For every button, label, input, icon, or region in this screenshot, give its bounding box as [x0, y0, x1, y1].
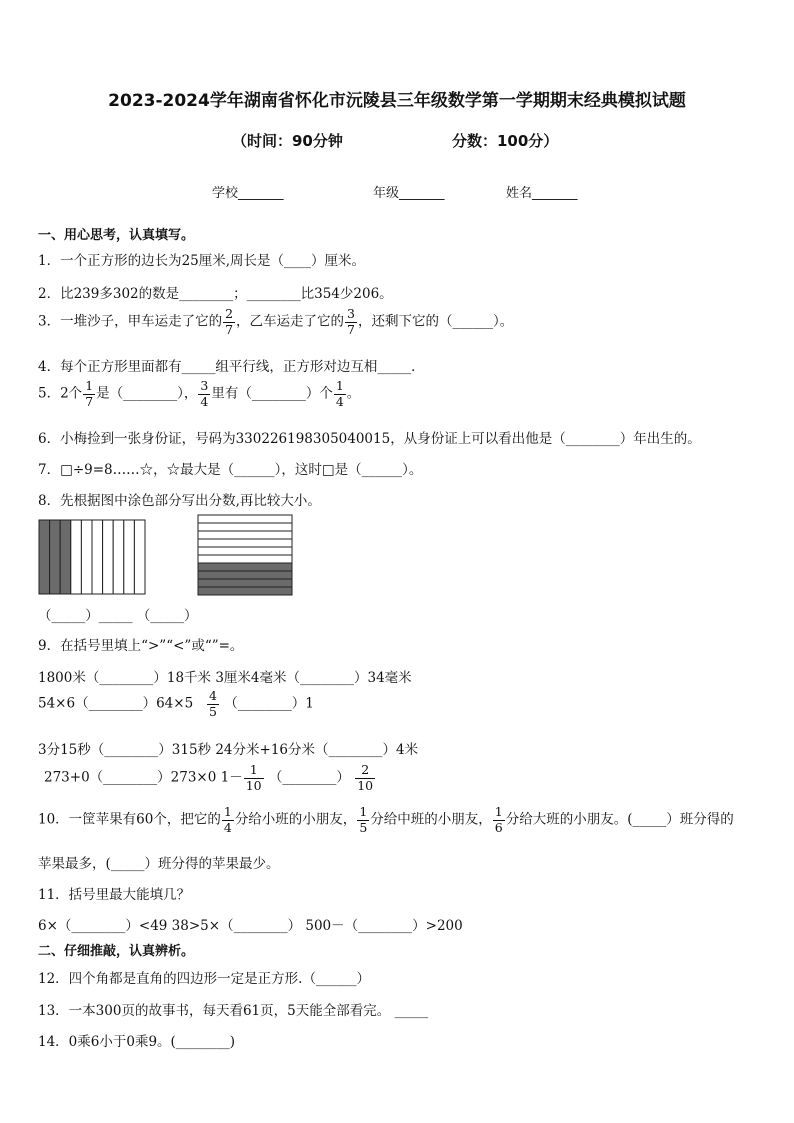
question-11: 11．括号里最大能填几？ [38, 887, 191, 903]
shaded-strip [60, 520, 71, 594]
question-13: 13．一本300页的故事书，每天看61页，5天能全部看完。 _____ [38, 1003, 429, 1019]
q10-part-b: 分给小班的小朋友， [234, 811, 357, 828]
grade-field: 年级_______ [373, 186, 445, 201]
fraction-3-7: $\frac{3}{7}$ [347, 306, 355, 337]
question-2: 2．比239多302的数是________；________比354少206。 [38, 286, 393, 302]
fraction-3-4: $\frac{3}{4}$ [200, 378, 209, 409]
shaded-strip [50, 520, 61, 594]
section-2-heading: 二、仔细推敲，认真辨析。 [38, 944, 195, 959]
q8-answer-line: （_____）_____ （_____） [38, 608, 198, 624]
fraction-4-5: $\frac{4}{5}$ [209, 688, 217, 719]
fraction-1-4-b: $\frac{1}{4}$ [223, 804, 232, 835]
exam-time: （时间：90分钟 [232, 132, 343, 150]
blank-row [198, 523, 292, 531]
shaded-row [198, 587, 292, 595]
blank-strip [92, 520, 103, 594]
fraction-2-10: $\frac{2}{10}$ [357, 762, 374, 793]
question-3 [38, 308, 513, 336]
question-5 [38, 380, 360, 408]
question-14: 14．0乘6小于0乘9。(________) [38, 1034, 236, 1050]
shaded-row [198, 579, 292, 587]
blank-row [198, 515, 292, 523]
blank-strip [81, 520, 92, 594]
q9-row-2-b: （________）1 [224, 695, 314, 712]
q9-row-2-a: 54×6（________）64×5 [38, 695, 194, 712]
blank-row [198, 531, 292, 539]
q5-part-b: 是（________）， [96, 385, 198, 402]
blank-row [198, 539, 292, 547]
q9-row-2 [38, 690, 314, 718]
question-8: 8．先根据图中涂色部分写出分数,再比较大小。 [38, 493, 321, 509]
figure-vertical-strips [38, 519, 146, 595]
section-1-heading: 一、用心思考，认真填写。 [38, 228, 195, 243]
q3-part-a: 3．一堆沙子，甲车运走了它的 [38, 313, 223, 330]
question-4: 4．每个正方形里面都有_____组平行线，正方形对边互相_____． [38, 359, 425, 375]
fraction-1-4: $\frac{1}{4}$ [335, 378, 344, 409]
q3-part-c: ，还剩下它的（______）。 [358, 313, 514, 330]
blank-strip [124, 520, 135, 594]
q5-part-c: 里有（________）个 [211, 385, 333, 402]
school-field: 学校_______ [212, 186, 284, 201]
question-7: 7．□÷9=8……☆，☆最大是（______），这时□是（______）。 [38, 462, 423, 478]
question-9: 9．在括号里填上“>”“<”或“”=。 [38, 638, 244, 654]
q10-part-d: 分给大班的小朋友。(_____）班分得的 [505, 811, 734, 828]
q5-part-a: 5．2个 [38, 385, 83, 402]
fraction-1-6: $\frac{1}{6}$ [494, 804, 503, 835]
q9-row-4-b: （________） [268, 769, 350, 786]
shaded-row [198, 563, 292, 571]
blank-row [198, 555, 292, 563]
shaded-row [198, 571, 292, 579]
q9-row-3: 3分15秒（________）315秒 24分米+16分米（________）4米 [38, 742, 419, 758]
blank-strip [103, 520, 114, 594]
q9-row-4-a: 273+0（________）273×0 1－ [44, 769, 243, 786]
q9-row-4 [44, 764, 376, 792]
question-10 [38, 806, 734, 834]
blank-strip [71, 520, 82, 594]
blank-strip [134, 520, 145, 594]
question-6: 6．小梅捡到一张身份证，号码为330226198305040015，从身份证上可以看出他是（________）年出生的。 [38, 431, 701, 447]
q3-part-b: ，乙车运走了它的 [236, 313, 345, 330]
shaded-strip [39, 520, 50, 594]
name-field: 姓名_______ [506, 186, 578, 201]
figure-horizontal-rows [197, 514, 293, 596]
question-12: 12．四个角都是直角的四边形一定是正方形.（______） [38, 971, 370, 987]
page-title: 2023-2024学年湖南省怀化市沅陵县三年级数学第一学期期末经典模拟试题 [108, 91, 686, 111]
fraction-1-5: $\frac{1}{5}$ [359, 804, 368, 835]
blank-strip [113, 520, 124, 594]
fraction-2-7: $\frac{2}{7}$ [225, 306, 234, 337]
q5-part-d: 。 [346, 385, 361, 402]
fraction-1-7: $\frac{1}{7}$ [85, 378, 94, 409]
exam-score: 分数：100分） [452, 132, 559, 150]
blank-row [198, 547, 292, 555]
question-1: 1．一个正方形的边长为25厘米,周长是（____）厘米。 [38, 253, 366, 269]
question-10-cont: 苹果最多，(_____）班分得的苹果最少。 [38, 856, 280, 872]
q10-part-a: 10．一筐苹果有60个，把它的 [38, 811, 221, 828]
q9-row-1: 1800米（________）18千米 3厘米4毫米（________）34毫米 [38, 670, 412, 686]
q11-row: 6×（________）<49 38>5×（________） 500－（________）>200 [38, 918, 463, 934]
fraction-1-10: $\frac{1}{10}$ [245, 762, 262, 793]
q10-part-c: 分给中班的小朋友， [370, 811, 492, 828]
